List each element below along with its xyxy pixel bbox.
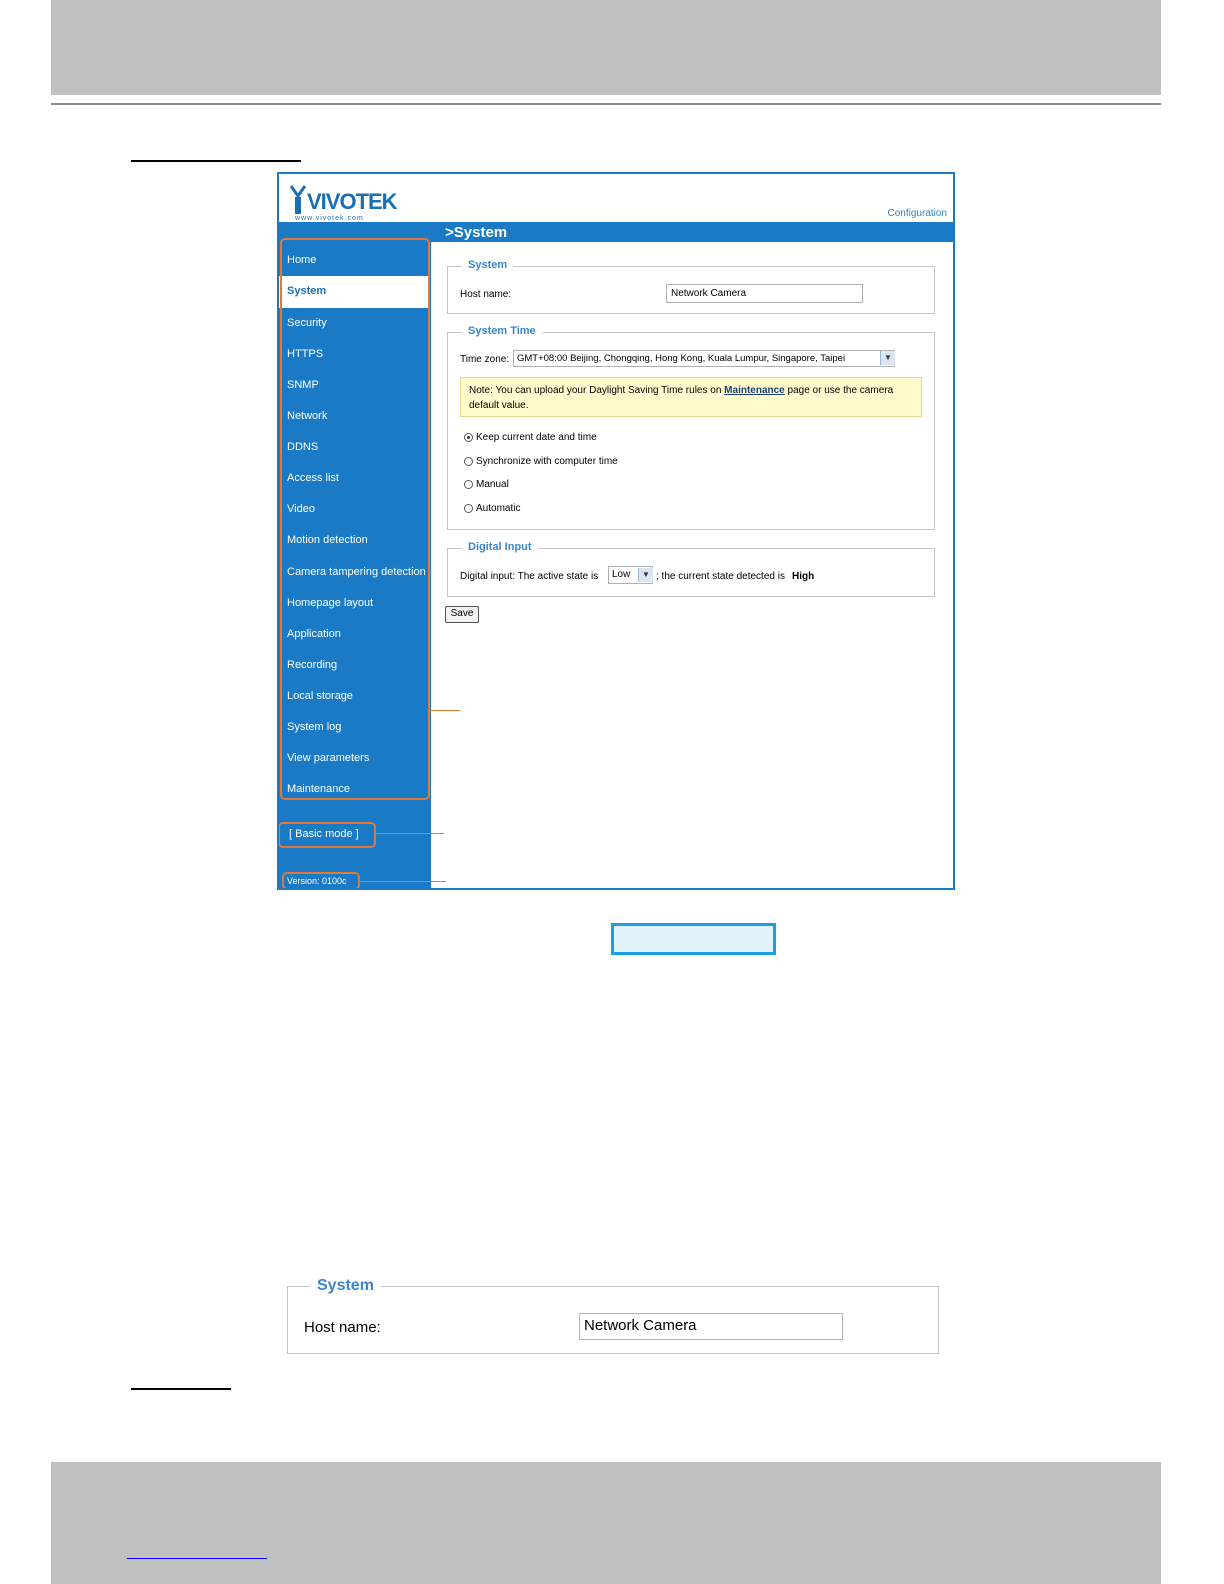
version-callout-box xyxy=(282,872,360,890)
sidebar-item-system-log[interactable]: System log xyxy=(287,721,342,733)
sidebar-item-home[interactable]: Home xyxy=(287,254,317,266)
menu-callout-leader xyxy=(430,710,460,711)
page-footer-band xyxy=(51,1462,1161,1584)
radio-manual-label: Manual xyxy=(476,479,509,490)
svg-text:VIVOTEK: VIVOTEK xyxy=(307,189,397,214)
radio-icon[interactable] xyxy=(464,457,473,466)
radio-icon[interactable] xyxy=(464,504,473,513)
detected-state-value: High xyxy=(792,571,815,582)
figure-caption-placeholder xyxy=(611,923,776,955)
sidebar-item-https[interactable]: HTTPS xyxy=(287,348,324,360)
system-time-fieldset xyxy=(447,325,935,530)
page-header-band xyxy=(51,0,1161,95)
sidebar-item-snmp[interactable]: SNMP xyxy=(287,379,319,391)
digital-input-legend: Digital Input xyxy=(462,541,538,553)
sidebar-item-local-storage[interactable]: Local storage xyxy=(287,690,354,702)
radio-keep-current[interactable] xyxy=(464,432,597,443)
system-fieldset xyxy=(447,259,935,314)
digital-input-fieldset xyxy=(447,541,935,597)
enlarged-host-name-input[interactable]: Network Camera xyxy=(579,1313,843,1340)
maintenance-link[interactable]: Maintenance xyxy=(724,385,785,396)
radio-manual[interactable] xyxy=(464,479,509,490)
dst-note-text: Note: You can upload your Daylight Saving Time rules on xyxy=(469,385,722,396)
digital-input-label: Digital input: The active state is xyxy=(460,571,599,582)
active-state-dropdown-icon[interactable]: ▼ xyxy=(638,568,653,582)
dst-note xyxy=(460,377,922,417)
enlarged-host-name-label: Host name: xyxy=(304,1319,381,1336)
sidebar-item-ddns[interactable]: DDNS xyxy=(287,441,319,453)
detected-state-label: ; the current state detected is xyxy=(656,571,785,582)
dst-note-text-end: page or use the camera default value. xyxy=(469,385,894,411)
sidebar-item-motion-detection[interactable]: Motion detection xyxy=(287,534,368,546)
time-zone-select[interactable]: GMT+08:00 Beijing, Chongqing, Hong Kong, Kuala Lumpur, Singapore, Taipei xyxy=(513,350,895,367)
sidebar-item-access-list[interactable]: Access list xyxy=(287,472,339,484)
section-heading-underline xyxy=(131,1388,231,1390)
active-state-select[interactable]: Low xyxy=(608,566,653,584)
sidebar-item-recording[interactable]: Recording xyxy=(287,659,338,671)
sidebar-item-camera-tampering-detection[interactable]: Camera tampering detection xyxy=(287,566,426,578)
vivotek-logo xyxy=(289,182,419,222)
sidebar-item-system[interactable]: System xyxy=(287,285,327,297)
configuration-screenshot xyxy=(277,172,955,890)
firmware-version: Version: 0100c xyxy=(287,876,347,886)
page-title: >System xyxy=(445,224,508,241)
section-heading-underline xyxy=(131,160,301,162)
sidebar-item-network[interactable]: Network xyxy=(287,410,328,422)
time-zone-label: Time zone: xyxy=(460,354,510,365)
sidebar-item-video[interactable]: Video xyxy=(287,503,315,515)
radio-sync-computer[interactable] xyxy=(464,456,618,467)
version-callout-leader xyxy=(360,881,446,882)
basic-mode-callout-box xyxy=(278,822,376,848)
host-name-label: Host name: xyxy=(460,289,512,300)
host-name-input[interactable]: Network Camera xyxy=(666,284,863,303)
sidebar-item-homepage-layout[interactable]: Homepage layout xyxy=(287,597,374,609)
header-rule xyxy=(51,103,1161,105)
radio-automatic[interactable] xyxy=(464,503,520,514)
save-button[interactable]: Save xyxy=(445,606,479,623)
time-zone-dropdown-icon[interactable]: ▼ xyxy=(880,351,895,365)
basic-mode-link[interactable]: [ Basic mode ] xyxy=(289,828,359,840)
system-time-legend: System Time xyxy=(462,325,542,337)
footer-link-underline xyxy=(127,1558,267,1559)
radio-keep-current-label: Keep current date and time xyxy=(476,432,597,443)
radio-icon[interactable] xyxy=(464,480,473,489)
enlarged-system-panel xyxy=(287,1277,939,1354)
radio-automatic-label: Automatic xyxy=(476,503,521,514)
radio-selected-icon[interactable] xyxy=(464,433,473,442)
svg-text:www.vivotek.com: www.vivotek.com xyxy=(295,215,364,222)
sidebar-item-view-parameters[interactable]: View parameters xyxy=(287,752,370,764)
radio-sync-computer-label: Synchronize with computer time xyxy=(476,456,618,467)
menu-callout-box xyxy=(280,238,430,800)
sidebar-item-maintenance[interactable]: Maintenance xyxy=(287,783,350,795)
sidebar-item-security[interactable]: Security xyxy=(287,317,327,329)
sidebar-item-application[interactable]: Application xyxy=(287,628,341,640)
system-legend: System xyxy=(462,259,513,271)
enlarged-system-legend: System xyxy=(310,1277,381,1295)
configuration-link[interactable]: Configuration xyxy=(887,208,947,219)
basic-mode-callout-leader xyxy=(376,833,444,834)
